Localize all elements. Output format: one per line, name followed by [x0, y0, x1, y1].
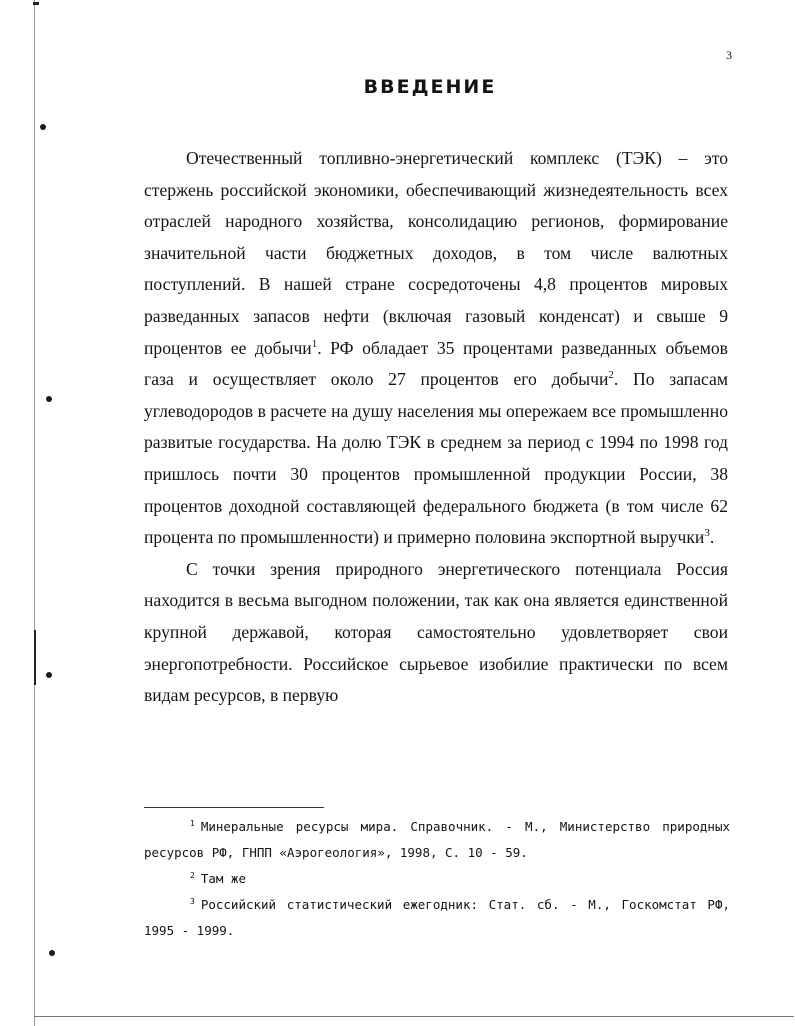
paragraph — [144, 143, 728, 554]
footnote-mark: 3 — [190, 896, 195, 906]
scan-mark-left-bar — [34, 630, 36, 685]
body-text — [144, 143, 728, 712]
paragraph — [144, 554, 728, 712]
binding-hole-1 — [40, 124, 46, 130]
binding-hole-4 — [49, 950, 55, 956]
paragraph-text: . РФ обладает 35 процентами разведанных объемов газа и осуществляет около 27 процентов его добычи — [144, 337, 728, 390]
footnote-ref: 2 — [608, 369, 614, 382]
footnote-ref: 3 — [704, 527, 710, 540]
footnote — [144, 814, 730, 866]
footnotes — [144, 814, 730, 944]
footnote-ref: 1 — [311, 337, 318, 350]
binding-hole-3 — [46, 672, 52, 678]
page-title: ВВЕДЕНИЕ — [363, 76, 497, 98]
scan-binding-line — [34, 0, 35, 1026]
footnote-separator — [144, 807, 324, 808]
paragraph-text: С точки зрения природного энергетического потенциала Россия находится в весьма выгодном положении, так как она является единственной крупной державой, которая самостоятельно удовлетворяет свои энергопотребности. Российское сырьевое изобилие практически по всем видам ресурсов, в первую — [144, 558, 728, 706]
footnote-mark: 2 — [190, 870, 195, 880]
scan-mark-bottom — [34, 1016, 794, 1017]
paragraph-text: . — [709, 527, 715, 548]
footnote-text: Российский статистический ежегодник: Стат. сб. - М., Госкомстат РФ, 1995 - 1999. — [144, 897, 730, 938]
binding-hole-2 — [46, 396, 52, 402]
paragraph-text: Отечественный топливно-энергетический комплекс (ТЭК) – это стержень российской экономики, обеспечивающий жизнедеятельность всех отраслей народного хозяйства, консолидацию регионов, формирование значительной части бюджетных доходов, в том числе валютных поступлений. В нашей стране сосредоточены 4,8 процентов мировых разведанных запасов нефти (включая газовый конденсат) и свыше 9 процентов ее добычи — [144, 148, 728, 358]
footnote — [144, 866, 730, 892]
scan-mark-top — [33, 2, 39, 5]
footnote-mark: 1 — [190, 818, 195, 828]
footnote-text: Минеральные ресурсы мира. Справочник. - М., Министерство природных ресурсов РФ, ГНПП «Аэрогеология», 1998, С. 10 - 59. — [144, 819, 730, 860]
footnote — [144, 892, 730, 944]
footnote-text: Там же — [200, 871, 246, 886]
paragraph-text: . По запасам углеводородов в расчете на душу населения мы опережаем все промышленно развитые государства. На долю ТЭК в среднем за период с 1994 по 1998 год пришлось почти 30 процентов промышленной продукции России, 38 процентов доходной составляющей федерального бюджета (в том числе 62 процента по промышленности) и примерно половина экспортной выручки — [144, 369, 728, 548]
page-number: 3 — [726, 48, 732, 62]
